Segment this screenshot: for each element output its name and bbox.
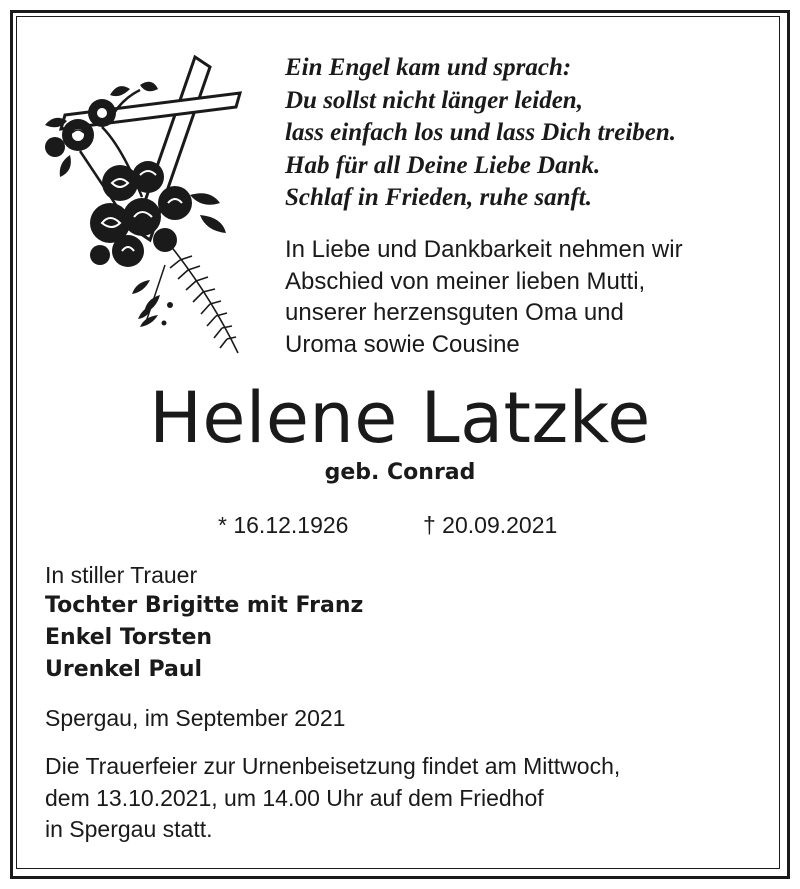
mourning-intro: In stiller Trauer [45, 562, 198, 588]
intro-line: Uroma sowie Cousine [285, 330, 520, 358]
poem-line: lass einfach los und lass Dich treiben. [285, 119, 677, 146]
birth-date: * 16.12.1926 [218, 512, 349, 538]
mourner-name: Tochter Brigitte mit Franz [45, 593, 364, 618]
intro-line: unserer herzensguten Oma und [285, 299, 624, 326]
poem-line: Hab für all Deine Liebe Dank. [285, 151, 601, 179]
mourner-name: Urenkel Paul [45, 657, 203, 682]
mourner-name: Enkel Torsten [45, 625, 213, 650]
intro-line: Abschied von meiner lieben Mutti, [285, 267, 646, 295]
death-date: † 20.09.2021 [423, 512, 558, 538]
poem-line: Ein Engel kam und sprach: [285, 54, 572, 81]
poem-line: Du sollst nicht länger leiden, [285, 86, 583, 114]
deceased-name: Helene Latzke [149, 377, 651, 459]
place-date: Spergau, im September 2021 [45, 705, 346, 731]
poem-line: Schlaf in Frieden, ruhe sanft. [285, 184, 593, 211]
farewell-intro [285, 234, 683, 360]
birth-name: geb. Conrad [324, 460, 476, 485]
cross-with-roses-icon [40, 55, 250, 355]
service-line: dem 13.10.2021, um 14.00 Uhr auf dem Friedhof [45, 784, 544, 811]
intro-line: In Liebe und Dankbarkeit nehmen wir [285, 236, 683, 263]
service-line: in Spergau statt. [45, 816, 213, 842]
poem [285, 52, 676, 215]
service-line: Die Trauerfeier zur Urnenbeisetzung findet am Mittwoch, [45, 753, 621, 779]
mourners-list [45, 590, 363, 686]
funeral-service-notice [45, 751, 620, 846]
